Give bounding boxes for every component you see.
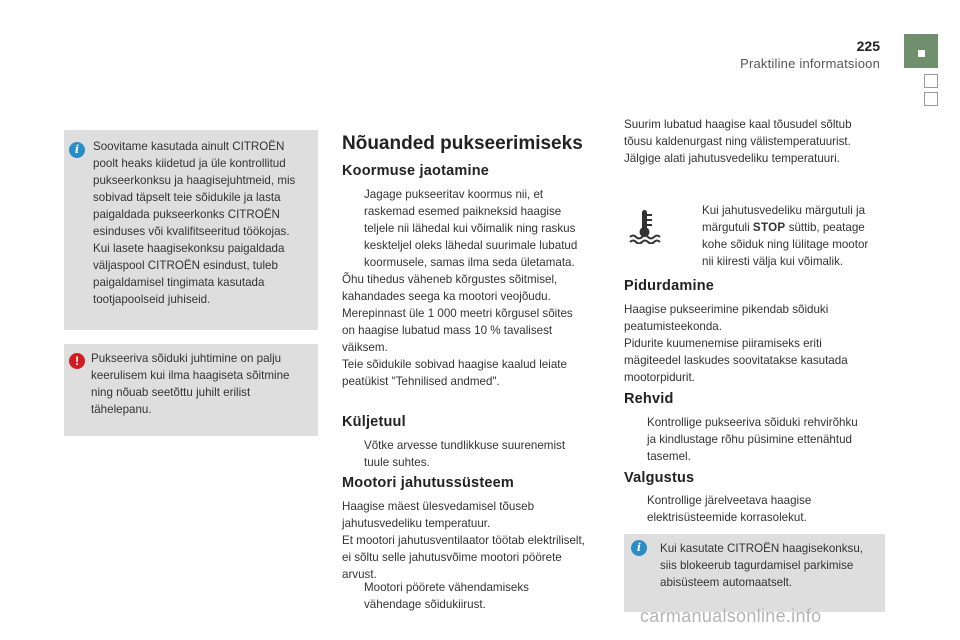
warning-note-text: Pukseeriva sõiduki juhtimine on palju keerulisem kui ilma haagiseta sõitmine ning nõuab seetõttu juhilt erilist tähelepanu. (91, 352, 290, 416)
paragraph-intro: Suurim lubatud haagise kaal tõusudel sõltub tõusu kaldenurgast ning välistemperatuurist. Jälgige alati jahutusvedeliku temperatuuri. (624, 118, 852, 165)
chapter-tab-empty (924, 74, 938, 88)
info-note-text: Soovitame kasutada ainult CITROËN poolt heaks kiidetud ja üle kontrollitud pukseerkonksu ja haagisejuhtmeid, mis sobivad täpselt teie sõidukile ja lasta paigaldada pukseerkonks CITROËN esinduses või kvalifitseeritud töökojas. Kui lasete haagisekonksu paigaldada väljaspool CITROËN esindust, tuleb paigaldamisel tingimata kasutada tootjapoolseid juhiseid. (93, 140, 296, 306)
chapter-tab-active (904, 34, 938, 68)
info-icon: i (69, 142, 85, 158)
paragraph-cooling: Haagise mäest ülesvedamisel tõuseb jahutusvedeliku temperatuur. Et mootori jahutusventilaator töötab elektriliselt, ei sõltu selle jahutusvõime mootori pöörete arvust. (342, 500, 585, 581)
section-title: Praktiline informatsioon (740, 56, 880, 71)
bullet-lights: Kontrollige järelveetava haagise elektrisüsteemide korrasolekut. (647, 494, 812, 524)
paragraph-load: Õhu tihedus väheneb kõrgustes sõitmisel, kahandades seega ka mootori veojõudu. Merepinnast üle 1 000 meetri kõrgusel sõites on haagise lubatud mass 10 % tavalisest väiksem. Teie sõidukile sobivad haagise kaalud leiate peatükist "Tehnilised andmed". (342, 273, 573, 388)
warning-note-box (64, 344, 318, 436)
page-number: 225 (856, 38, 880, 54)
heading-lights: Valgustus (624, 470, 695, 486)
tab-marker-icon (918, 50, 925, 57)
info-note-box (64, 130, 318, 330)
heading-crosswind: Küljetuul (342, 414, 406, 430)
watermark: carmanualsonline.info (640, 606, 822, 626)
heading-load: Koormuse jaotamine (342, 163, 490, 179)
stop-label: STOP (752, 221, 786, 234)
info-note-text: Kui kasutate CITROËN haagisekonksu, siis blokeerub tagurdamisel parkimise abisüsteem automaatselt. (660, 542, 863, 589)
heading-brakes: Pidurdamine (624, 278, 715, 294)
coolant-temperature-icon (628, 208, 662, 244)
bullet-load: Jagage pukseeritav koormus nii, et raskemad esemed paikneksid haagise teljele nii lähedal kui võimalik ning raskus keskteljel oleks lähedal suurimale lubatud koormusele, samas ilma seda ületamata. (364, 188, 578, 269)
bullet-coolant-warning: Kui jahutusvedeliku märgutuli ja märgutuli STOP süttib, peatage kohe sõiduk ning lülitage mootor nii kiiresti välja kui võimalik. (702, 204, 869, 268)
paragraph-brakes: Haagise pukseerimine pikendab sõiduki peatumisteekonda. Pidurite kuumenemise piiramiseks eriti mägiteedel laskudes soovitatakse kasutada mootorpidurit. (624, 303, 848, 384)
bullet-cooling: Mootori pöörete vähendamiseks vähendage sõidukiirust. (364, 581, 529, 611)
info-icon: i (631, 540, 647, 556)
bullet-crosswind: Võtke arvesse tundlikkuse suurenemist tuule suhtes. (364, 439, 566, 469)
main-title: Nõuanded pukseerimiseks (342, 133, 583, 154)
heading-cooling: Mootori jahutussüsteem (342, 475, 514, 491)
warning-icon: ! (69, 353, 85, 369)
chapter-tab-empty (924, 92, 938, 106)
info-note-box (624, 534, 885, 612)
heading-tyres: Rehvid (624, 391, 674, 407)
bullet-tyres: Kontrollige pukseeriva sõiduki rehvirõhku ja kindlustage rõhu püsimine ettenähtud tasemel. (647, 416, 858, 463)
